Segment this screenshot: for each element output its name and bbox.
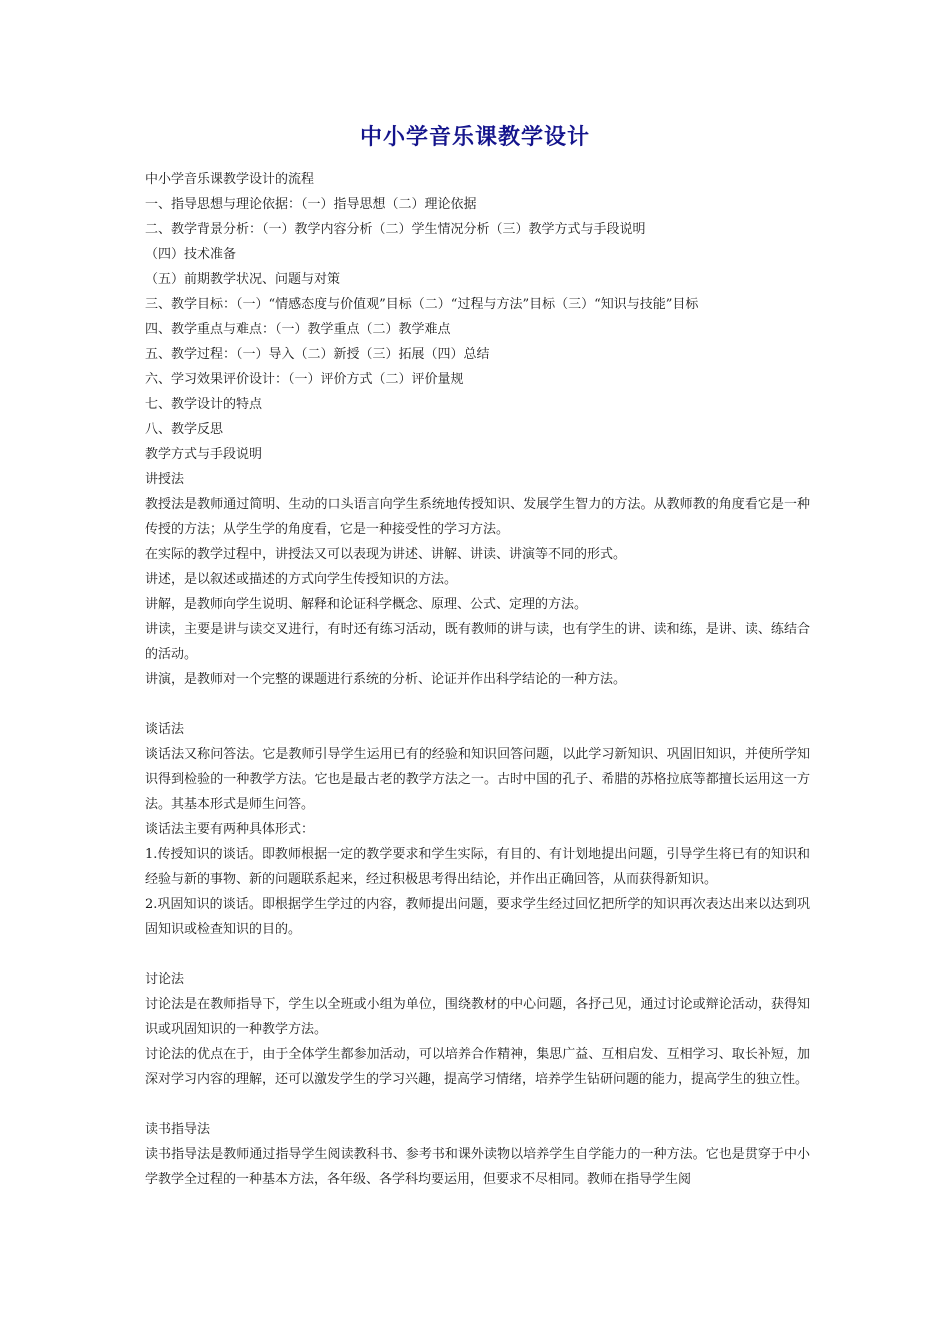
outline-heading: 中小学音乐课教学设计的流程	[145, 172, 315, 187]
outline-item: 八、教学反思	[145, 422, 224, 437]
section-heading: 教学方式与手段说明	[145, 447, 263, 462]
lecture-paragraph: 讲读，主要是讲与读交叉进行，有时还有练习活动，既有教师的讲与读，也有学生的讲、读和练，是讲、读、练结合的活动。	[145, 622, 810, 662]
blank-line	[145, 1092, 810, 1117]
conversation-paragraph: 1.传授知识的谈话。即教师根据一定的教学要求和学生实际，有目的、有计划地提出问题，引导学生将已有的知识和经验与新的事物、新的问题联系起来，经过积极思考得出结论，并作出正确回答，从而获得新知识。	[145, 847, 810, 887]
lecture-paragraph: 教授法是教师通过简明、生动的口头语言向学生系统地传授知识、发展学生智力的方法。从教师教的角度看它是一种传授的方法；从学生学的角度看，它是一种接受性的学习方法。	[145, 497, 810, 537]
lecture-paragraph: 讲解，是教师向学生说明、解释和论证科学概念、原理、公式、定理的方法。	[145, 597, 588, 612]
reading-paragraph: 读书指导法是教师通过指导学生阅读教科书、参考书和课外读物以培养学生自学能力的一种方法。它也是贯穿于中小学教学全过程的一种基本方法，各年级、各学科均要运用，但要求不尽相同。教师在指导学生阅	[145, 1147, 810, 1187]
discussion-paragraph: 讨论法是在教师指导下，学生以全班或小组为单位，围绕教材的中心问题，各抒己见，通过讨论或辩论活动，获得知识或巩固知识的一种教学方法。	[145, 997, 810, 1037]
conversation-heading: 谈话法	[145, 722, 185, 737]
page-title: 中小学音乐课教学设计	[359, 125, 590, 150]
conversation-paragraph: 谈话法主要有两种具体形式：	[145, 822, 315, 837]
conversation-paragraph: 谈话法又称问答法。它是教师引导学生运用已有的经验和知识回答问题，以此学习新知识、巩固旧知识，并使所学知识得到检验的一种教学方法。它也是最古老的教学方法之一。古时中国的孔子、希腊的苏格拉底等都擅长运用这一方法。其基本形式是师生问答。	[145, 747, 810, 812]
outline-item: 二、教学背景分析：（一）教学内容分析（二）学生情况分析（三）教学方式与手段说明	[145, 222, 646, 237]
outline-item: 一、指导思想与理论依据：（一）指导思想（二）理论依据	[145, 197, 477, 212]
outline-item: 三、教学目标：（一）“情感态度与价值观”目标（二）“过程与方法”目标（三）“知识与技能”目标	[145, 297, 699, 312]
lecture-paragraph: 在实际的教学过程中，讲授法又可以表现为讲述、讲解、讲读、讲演等不同的形式。	[145, 547, 627, 562]
document-body	[145, 167, 810, 1192]
lecture-paragraph: 讲述，是以叙述或描述的方式向学生传授知识的方法。	[145, 572, 458, 587]
lecture-paragraph: 讲演，是教师对一个完整的课题进行系统的分析、论证并作出科学结论的一种方法。	[145, 672, 627, 687]
lecture-heading: 讲授法	[145, 472, 185, 487]
blank-line	[145, 692, 810, 717]
outline-item: 七、教学设计的特点	[145, 397, 263, 412]
discussion-heading: 讨论法	[145, 972, 185, 987]
reading-heading: 读书指导法	[145, 1122, 211, 1137]
outline-item: （四）技术准备	[145, 247, 237, 262]
blank-line	[145, 942, 810, 967]
conversation-paragraph: 2.巩固知识的谈话。即根据学生学过的内容，教师提出问题，要求学生经过回忆把所学的知识再次表达出来以达到巩固知识或检查知识的目的。	[145, 897, 810, 937]
outline-item: 四、教学重点与难点：（一）教学重点（二）教学难点	[145, 322, 451, 337]
outline-item: （五）前期教学状况、问题与对策	[145, 272, 341, 287]
discussion-paragraph: 讨论法的优点在于，由于全体学生都参加活动，可以培养合作精神，集思广益、互相启发、互相学习、取长补短，加深对学习内容的理解，还可以激发学生的学习兴趣，提高学习情绪，培养学生钻研问题的能力，提高学生的独立性。	[145, 1047, 810, 1087]
outline-item: 六、学习效果评价设计：（一）评价方式（二）评价量规	[145, 372, 464, 387]
outline-item: 五、教学过程：（一）导入（二）新授（三）拓展（四）总结	[145, 347, 490, 362]
